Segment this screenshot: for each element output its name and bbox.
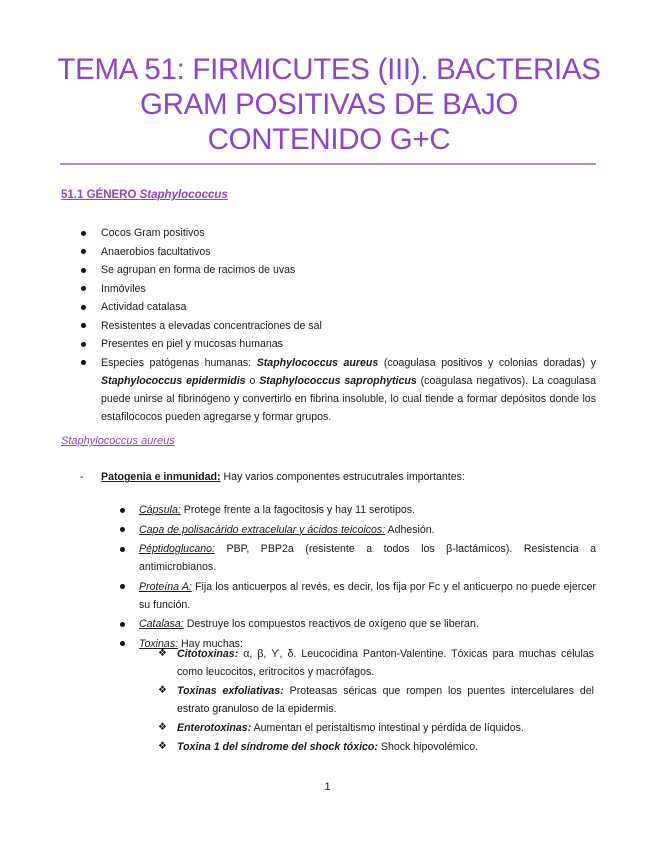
component-text: Adhesión. <box>385 523 435 536</box>
section-number-label: 51.1 GÉNERO <box>61 189 140 201</box>
component-text: Destruye los compuestos reactivos de oxígeno que se liberan. <box>183 618 479 630</box>
dash-marker: - <box>80 471 84 483</box>
species-aureus: Staphylococcus aureus <box>256 356 379 369</box>
list-item <box>76 335 596 353</box>
toxin-text: Proteasas séricas que rompen los puentes intercelulares del estrato granuloso de la epidermis. <box>177 685 594 715</box>
list-item-text: Cocos Gram positivos <box>101 227 205 239</box>
component-label: Cápsula: <box>139 504 181 516</box>
page-title: TEMA 51: FIRMICUTES (III). BACTERIAS GRAM POSITIVAS DE BAJO CONTENIDO G+C <box>57 53 601 156</box>
diamond-bullet-icon: ❖ <box>158 741 167 752</box>
toxin-item <box>158 719 594 737</box>
list-item <box>76 280 596 298</box>
toxin-label: Toxina 1 del síndrome del shock tóxico: <box>177 741 378 753</box>
list-item-text: Anaerobios facultativos <box>101 245 211 258</box>
species-aureus-note: (coagulasa positivos y colonias doradas) y <box>378 356 596 369</box>
component-label: Toxinas: <box>139 637 179 650</box>
toxins-list <box>158 645 594 757</box>
component-label: Capa de polisacárido extracelular y ácidos teicoicos: <box>139 523 386 536</box>
component-text: Fija los anticuerpos al revés, es decir, los fija por Fc y el anticuerpo no puede ejercer su función. <box>139 580 597 611</box>
list-item-text: Resistentes a elevadas concentraciones de sal <box>101 319 322 332</box>
title-divider <box>60 163 596 165</box>
pathogenesis-label: Patogenia e inmunidad: <box>101 471 221 483</box>
list-item <box>76 261 596 279</box>
section-heading <box>61 189 228 201</box>
component-item <box>116 521 596 539</box>
species-prefix: Especies patógenas humanas: <box>101 356 257 369</box>
list-item-text: Actividad catalasa <box>101 301 187 313</box>
toxin-item <box>158 738 594 756</box>
list-item <box>76 243 596 261</box>
toxin-text: Aumentan el peristaltismo intestinal y pérdida de líquidos. <box>251 722 524 734</box>
diamond-bullet-icon: ❖ <box>158 722 167 733</box>
species-list-item <box>76 354 596 426</box>
component-text: Hay muchas: <box>178 637 243 650</box>
component-item <box>116 501 596 519</box>
toxin-label: Enterotoxinas: <box>177 722 252 734</box>
diamond-bullet-icon: ❖ <box>158 685 167 696</box>
component-label: Catalasa: <box>139 618 184 630</box>
component-item <box>116 578 596 614</box>
species-description: (coagulasa negativos). La coagulasa puede unirse al fibrinógeno y convertirlo en fibrina insoluble, lo cual tiende a formar depósitos donde los estafilococos pueden agregarse y formar grupos. <box>101 374 596 423</box>
species-epidermidis: Staphylococcus epidermidis <box>101 374 246 387</box>
list-item <box>76 317 596 335</box>
section-genus: Staphylococcus <box>139 189 228 201</box>
toxin-item <box>158 645 594 681</box>
list-item-text: Inmóviles <box>101 282 146 295</box>
toxin-label: Toxinas exfoliativas: <box>177 685 284 697</box>
subsection-heading: Staphylococcus aureus <box>61 435 175 447</box>
component-text: PBP, PBP2a (resistente a todos los β-lactámicos). Resistencia a antimicrobianos. <box>139 543 596 573</box>
component-label: Proteína A: <box>139 580 192 593</box>
pathogenesis-text <box>101 468 581 486</box>
list-item-text: Presentes en piel y mucosas humanas <box>101 338 283 350</box>
components-list <box>116 501 596 654</box>
list-item-text: Se agrupan en forma de racimos de uvas <box>101 264 296 276</box>
page-number: 1 <box>324 781 331 793</box>
diamond-bullet-icon: ❖ <box>158 648 167 659</box>
toxin-label: Citotoxinas: <box>177 648 239 660</box>
component-label: Péptidoglucano: <box>139 543 215 555</box>
pathogenesis-description: Hay varios componentes estrucutrales importantes: <box>220 471 465 483</box>
component-item <box>116 540 596 576</box>
toxin-text: Shock hipovolémico. <box>377 741 479 753</box>
list-item <box>76 298 596 316</box>
component-item <box>116 615 596 633</box>
list-item <box>76 224 596 242</box>
component-text: Protege frente a la fagocitosis y hay 11 serotipos. <box>180 504 415 516</box>
species-connector: o <box>245 374 260 387</box>
toxin-text: α, β, ϒ, δ. Leucocidina Panton-Valentine. Tóxicas para muchas células como leucocitos, eritrocitos y macrófagos. <box>177 648 594 678</box>
species-saprophyticus: Staphylococcus saprophyticus <box>259 374 417 387</box>
characteristics-list <box>76 224 596 426</box>
toxin-item <box>158 682 594 718</box>
